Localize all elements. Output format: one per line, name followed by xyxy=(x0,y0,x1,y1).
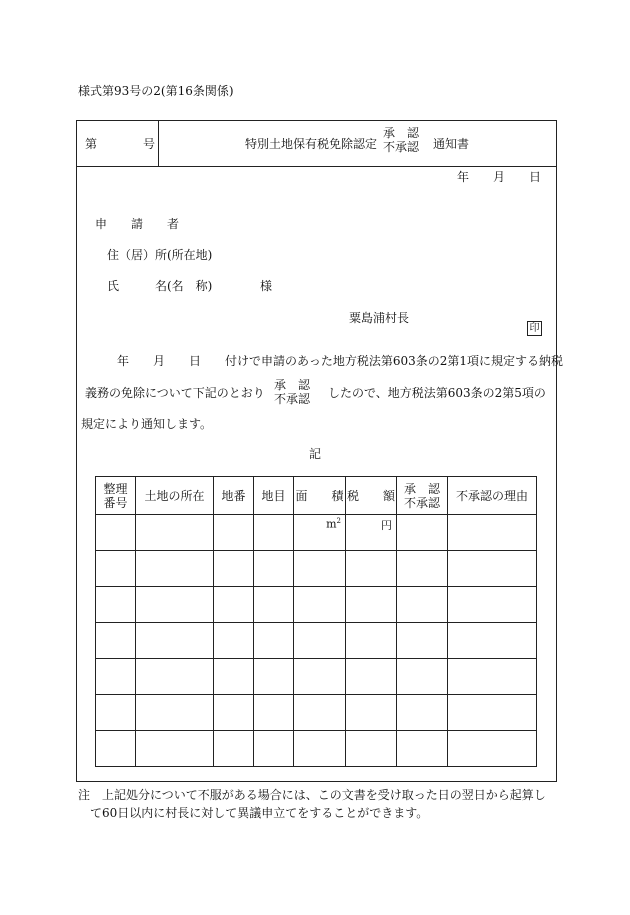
applicant-label: 申 請 者 xyxy=(95,217,180,231)
table-row xyxy=(96,587,537,623)
table-cell[interactable] xyxy=(294,515,346,551)
table-cell[interactable] xyxy=(346,587,397,623)
table-cell[interactable] xyxy=(136,695,214,731)
table-cell[interactable] xyxy=(254,587,294,623)
table-cell[interactable] xyxy=(294,551,346,587)
table-cell[interactable] xyxy=(96,551,136,587)
table-cell[interactable] xyxy=(346,731,397,767)
number-cell xyxy=(77,121,159,166)
table-cell[interactable] xyxy=(397,515,448,551)
issuer-name: 粟島浦村長 xyxy=(349,311,410,325)
table-cell[interactable] xyxy=(96,659,136,695)
table-cell[interactable] xyxy=(136,551,214,587)
table-header-row xyxy=(96,477,537,515)
note-line-1: 注 上記処分について不服がある場合には、この文書を受け取った日の翌日から起算し xyxy=(78,788,546,802)
table-cell[interactable] xyxy=(254,659,294,695)
table-cell[interactable] xyxy=(346,515,397,551)
honorific: 様 xyxy=(260,279,273,293)
table-cell[interactable] xyxy=(96,515,136,551)
land-table xyxy=(95,476,537,767)
body-approval-stack xyxy=(274,378,310,406)
table-cell[interactable] xyxy=(397,659,448,695)
area-unit: $m^2$ xyxy=(326,517,341,531)
go-label: 号 xyxy=(143,137,156,151)
table-cell[interactable] xyxy=(346,623,397,659)
title-disapprove: 不承認 xyxy=(383,140,420,154)
table-cell[interactable] xyxy=(397,551,448,587)
body-line-1: 年 月 日 付けで申請のあった地方税法第603条の2第1項に規定する納税 xyxy=(117,354,564,368)
col-header-category: 地目 xyxy=(254,477,294,515)
table-cell[interactable] xyxy=(294,623,346,659)
table-cell[interactable] xyxy=(448,551,537,587)
notice-frame xyxy=(76,120,564,782)
table-cell[interactable] xyxy=(448,695,537,731)
table-cell[interactable] xyxy=(254,695,294,731)
body-line-2: 義務の免除について下記のとおり xyxy=(85,386,265,400)
table-cell[interactable] xyxy=(214,623,254,659)
table-cell[interactable] xyxy=(254,551,294,587)
table-cell[interactable] xyxy=(397,623,448,659)
table-cell[interactable] xyxy=(214,659,254,695)
table-cell[interactable] xyxy=(96,731,136,767)
table-cell[interactable] xyxy=(214,551,254,587)
table-cell[interactable] xyxy=(214,587,254,623)
dai-label: 第 xyxy=(85,137,98,151)
ki-heading: 記 xyxy=(309,447,322,461)
title-notice-suffix: 通知書 xyxy=(433,137,470,151)
table-cell[interactable] xyxy=(254,623,294,659)
table-cell[interactable] xyxy=(96,623,136,659)
table-cell[interactable] xyxy=(294,659,346,695)
table-cell[interactable] xyxy=(397,695,448,731)
col-header-tax: 税 額 xyxy=(346,477,397,515)
table-row xyxy=(96,623,537,659)
table-row xyxy=(96,551,537,587)
table-cell[interactable] xyxy=(294,695,346,731)
table-cell[interactable] xyxy=(96,695,136,731)
title-approval-stack xyxy=(383,126,419,154)
table-cell[interactable] xyxy=(254,731,294,767)
table-cell[interactable] xyxy=(136,731,214,767)
title-approve: 承 認 xyxy=(383,126,420,140)
col-header-reason: 不承認の理由 xyxy=(448,477,537,515)
name-label: 氏 名(名 称) xyxy=(107,279,213,293)
table-cell[interactable] xyxy=(136,587,214,623)
table-cell[interactable] xyxy=(294,587,346,623)
table-cell[interactable] xyxy=(346,659,397,695)
table-cell[interactable] xyxy=(294,731,346,767)
body-line-2b: したので、地方税法第603条の2第5項の xyxy=(328,386,546,400)
document-title: 特別土地保有税免除認定 xyxy=(245,137,378,151)
table-cell[interactable] xyxy=(397,731,448,767)
table-cell[interactable] xyxy=(254,515,294,551)
body-disapprove: 不承認 xyxy=(274,392,311,406)
header-row xyxy=(77,121,556,167)
table-cell[interactable] xyxy=(136,623,214,659)
table-cell[interactable] xyxy=(96,587,136,623)
table-cell[interactable] xyxy=(397,587,448,623)
table-cell[interactable] xyxy=(448,623,537,659)
col-header-location: 土地の所在 xyxy=(136,477,214,515)
table-row xyxy=(96,695,537,731)
table-cell[interactable] xyxy=(214,731,254,767)
table-row xyxy=(96,731,537,767)
col-header-lot: 地番 xyxy=(214,477,254,515)
col-header-approval: 承 認 不承認 xyxy=(397,477,448,515)
table-cell[interactable] xyxy=(136,659,214,695)
issue-date: 年 月 日 xyxy=(457,170,542,184)
note-line-2: て60日以内に村長に対して異議申立てをすることができます。 xyxy=(90,806,429,820)
table-cell[interactable] xyxy=(448,515,537,551)
table-cell[interactable] xyxy=(136,515,214,551)
seal-stamp: 印 xyxy=(527,321,542,336)
table-cell[interactable] xyxy=(346,695,397,731)
address-label: 住（居）所(所在地) xyxy=(107,248,213,262)
table-cell[interactable] xyxy=(346,551,397,587)
body-approve: 承 認 xyxy=(274,378,311,392)
table-cell[interactable] xyxy=(214,515,254,551)
col-header-number: 整理 番号 xyxy=(96,477,136,515)
col-header-area: 面 積 xyxy=(294,477,346,515)
form-number-label: 様式第93号の2(第16条関係) xyxy=(78,84,234,98)
table-cell[interactable] xyxy=(448,731,537,767)
body-line-3: 規定により通知します。 xyxy=(81,417,213,431)
table-cell[interactable] xyxy=(448,587,537,623)
table-row xyxy=(96,515,537,551)
table-cell[interactable] xyxy=(448,659,537,695)
tax-unit: 円 xyxy=(381,519,392,532)
table-row xyxy=(96,659,537,695)
table-cell[interactable] xyxy=(214,695,254,731)
